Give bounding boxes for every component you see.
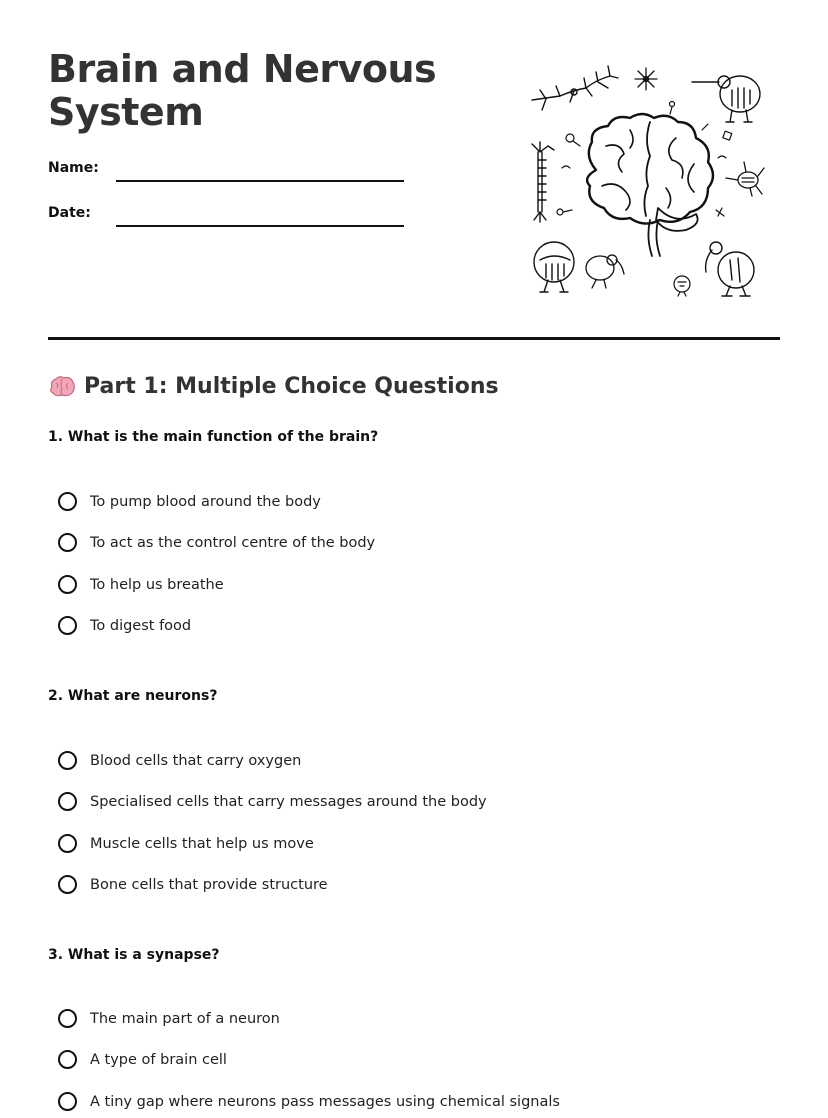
q2-option-1[interactable] bbox=[58, 751, 301, 770]
option-label: A type of brain cell bbox=[90, 1051, 227, 1068]
radio-button[interactable] bbox=[58, 751, 77, 770]
radio-button[interactable] bbox=[58, 1009, 77, 1028]
page-title: Brain and Nervous System bbox=[48, 47, 437, 134]
radio-button[interactable] bbox=[58, 1050, 77, 1069]
radio-button[interactable] bbox=[58, 792, 77, 811]
neuron-top-left-icon bbox=[532, 66, 618, 110]
option-label: Muscle cells that help us move bbox=[90, 835, 314, 852]
option-label: Bone cells that provide structure bbox=[90, 876, 328, 893]
q3-option-3[interactable] bbox=[58, 1092, 560, 1111]
radio-button[interactable] bbox=[58, 533, 77, 552]
q2-option-2[interactable] bbox=[58, 792, 487, 811]
option-label: To digest food bbox=[90, 617, 192, 634]
option-label: To help us breathe bbox=[90, 576, 224, 593]
kiwi-bottom-right-icon bbox=[706, 242, 754, 296]
radio-button[interactable] bbox=[58, 616, 77, 635]
q2-option-3[interactable] bbox=[58, 834, 314, 853]
part1-heading-text: Part 1: Multiple Choice Questions bbox=[84, 374, 499, 399]
brain-emoji-icon bbox=[48, 375, 76, 399]
radio-button[interactable] bbox=[58, 875, 77, 894]
q1-option-1[interactable] bbox=[58, 492, 321, 511]
radio-button[interactable] bbox=[58, 834, 77, 853]
kiwi-bottom-left-icon bbox=[534, 242, 574, 292]
q1-option-2[interactable] bbox=[58, 533, 375, 552]
option-label: Specialised cells that carry messages around the body bbox=[90, 793, 487, 810]
radio-button[interactable] bbox=[58, 492, 77, 511]
kiwi-top-right-icon bbox=[692, 76, 760, 122]
name-field[interactable] bbox=[116, 180, 404, 182]
question-2: 2. What are neurons? bbox=[48, 688, 218, 704]
part1-heading bbox=[48, 374, 499, 399]
kiwi-small-icon bbox=[586, 255, 624, 288]
q3-option-2[interactable] bbox=[58, 1050, 227, 1069]
question-3: 3. What is a synapse? bbox=[48, 947, 220, 963]
option-label: To act as the control centre of the body bbox=[90, 534, 376, 551]
q1-option-3[interactable] bbox=[58, 575, 224, 594]
q1-option-4[interactable] bbox=[58, 616, 191, 635]
brain-icon bbox=[587, 114, 713, 256]
radio-button[interactable] bbox=[58, 1092, 77, 1111]
radio-button[interactable] bbox=[58, 575, 77, 594]
option-label: To pump blood around the body bbox=[90, 493, 321, 510]
neuron-vertical-icon bbox=[532, 142, 554, 222]
option-label: The main part of a neuron bbox=[90, 1010, 280, 1027]
star-neuron-icon bbox=[635, 68, 657, 90]
neuron-right-icon bbox=[726, 162, 764, 196]
question-1: 1. What is the main function of the brain? bbox=[48, 429, 379, 445]
date-label: Date: bbox=[48, 205, 91, 221]
option-label: A tiny gap where neurons pass messages using chemical signals bbox=[90, 1093, 560, 1110]
date-field[interactable] bbox=[116, 225, 404, 227]
q2-option-4[interactable] bbox=[58, 875, 328, 894]
q3-option-1[interactable] bbox=[58, 1009, 280, 1028]
name-label: Name: bbox=[48, 160, 99, 176]
brain-illustration bbox=[526, 60, 770, 304]
tiny-bird-icon bbox=[674, 276, 690, 296]
section-divider bbox=[48, 337, 780, 340]
option-label: Blood cells that carry oxygen bbox=[90, 752, 302, 769]
